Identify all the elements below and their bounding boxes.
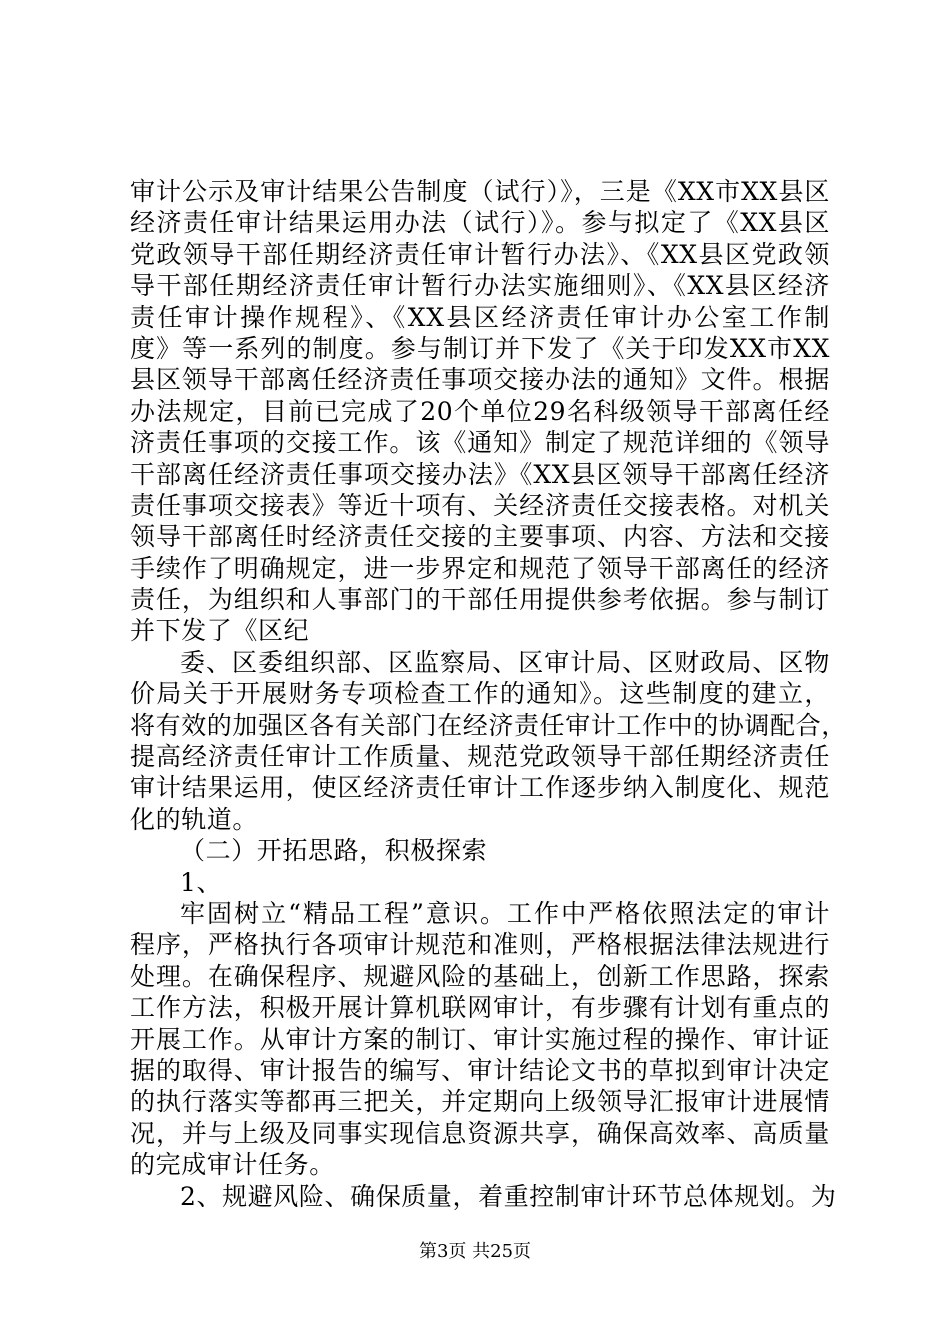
text-line: 价局关于开展财务专项检查工作的通知》。这些制度的建立，	[130, 679, 830, 709]
text-line: 党政领导干部任期经济责任审计暂行办法》、《XX县区党政领	[130, 239, 830, 269]
text-line: 责任审计操作规程》、《XX县区经济责任审计办公室工作制	[130, 302, 830, 332]
text-line: 审计公示及审计结果公告制度（试行）》，三是《XX市XX县区	[130, 177, 830, 206]
paragraph-3	[130, 898, 830, 1181]
text-line: 导干部任期经济责任审计暂行办法实施细则》、《XX县区经济	[130, 271, 830, 301]
paragraph-4	[130, 1181, 837, 1212]
text-line: 经济责任审计结果运用办法（试行）》。参与拟定了《XX县区	[130, 208, 830, 238]
text-line: 牢固树立“精品工程”意识。工作中严格依照法定的审计	[180, 898, 830, 928]
text-line: 领导干部离任时经济责任交接的主要事项、内容、方法和交接	[130, 522, 830, 552]
text-line: 审计结果运用，使区经济责任审计工作逐步纳入制度化、规范	[130, 773, 830, 803]
text-line: 1、	[180, 867, 223, 897]
text-line: 将有效的加强区各有关部门在经济责任审计工作中的协调配合，	[130, 710, 847, 740]
text-line: 据的取得、审计报告的编写、审计结论文书的草拟到审计决定	[130, 1055, 830, 1085]
text-line: 济责任事项的交接工作。该《通知》制定了规范详细的《领导	[130, 428, 830, 458]
section-heading	[130, 835, 830, 866]
text-line: 的完成审计任务。	[130, 1150, 335, 1180]
text-line: 况，并与上级及同事实现信息资源共享，确保高效率、高质量	[130, 1118, 830, 1148]
text-line: 干部离任经济责任事项交接办法》《XX县区领导干部离任经济	[130, 459, 830, 489]
text-line: （二）开拓思路，积极探索	[180, 836, 488, 866]
text-line: 办法规定，目前已完成了20个单位29名科级领导干部离任经	[130, 396, 830, 426]
page-footer: 第3页 共25页	[418, 1241, 532, 1262]
text-line: 度》等一系列的制度。参与制订并下发了《关于印发XX市XX	[130, 333, 830, 363]
text-line: 委、区委组织部、区监察局、区审计局、区财政局、区物	[180, 647, 830, 677]
document-body	[130, 176, 847, 1212]
text-line: 程序，严格执行各项审计规范和准则，严格根据法律法规进行	[130, 930, 830, 960]
item-number-1	[130, 867, 830, 898]
text-line: 处理。在确保程序、规避风险的基础上，创新工作思路，探索	[130, 961, 830, 991]
paragraph-1	[130, 176, 830, 647]
text-line: 责任事项交接表》等近十项有、关经济责任交接表格。对机关	[130, 490, 830, 520]
text-line: 并下发了《区纪	[130, 616, 310, 646]
text-line: 手续作了明确规定，进一步界定和规范了领导干部离任的经济	[130, 553, 830, 583]
text-line: 县区领导干部离任经济责任事项交接办法的通知》文件。根据	[130, 365, 830, 395]
paragraph-2	[130, 647, 847, 835]
text-line: 的执行落实等都再三把关，并定期向上级领导汇报审计进展情	[130, 1087, 830, 1117]
text-line: 责任，为组织和人事部门的干部任用提供参考依据。参与制订	[130, 585, 830, 615]
text-line: 开展工作。从审计方案的制订、审计实施过程的操作、审计证	[130, 1024, 830, 1054]
text-line: 2、规避风险、确保质量，着重控制审计环节总体规划。为	[180, 1181, 837, 1211]
text-line: 化的轨道。	[130, 804, 259, 834]
text-line: 提高经济责任审计工作质量、规范党政领导干部任期经济责任	[130, 742, 830, 772]
text-line: 工作方法，积极开展计算机联网审计，有步骤有计划有重点的	[130, 993, 830, 1023]
